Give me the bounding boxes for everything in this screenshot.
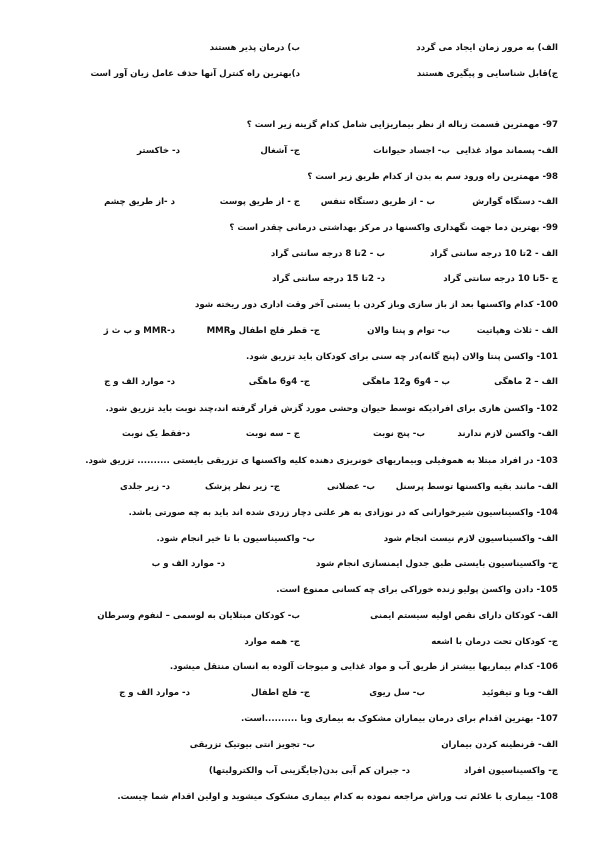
option-alef: الف- پسماند مواد غذایی [456,146,558,156]
question-text: 103- در افراد مبتلا به هموفیلی وبیماریهای خونریزی دهنده کلیه واکسنها ی تزریقی بایستی .......... تزریق شود. [85,456,558,466]
option-alef: الف- مانند بقیه واکسنها توسط پرسنل [395,482,558,492]
option-jim: ج- قطر فلج اطفال وMMR [206,326,320,336]
option-be: ب- اجساد حیوانات [373,146,450,156]
option-be: ب - 2تا 8 درجه سانتی گراد [270,249,385,259]
option-alef: الف - 2تا 10 درجه سانتی گراد [430,249,558,259]
option-jim: ج - از طریق پوست [219,197,300,207]
option-dal: د -از طریق چشم [104,197,175,207]
option-be: ب- تجویز انتی بیوتیک تزریقی [189,740,315,750]
option-dal: د- 2تا 15 درجه سانتی گراد [272,274,385,284]
option-dal: د- موارد الف و ب [151,559,225,569]
option-dal: د- زیر جلدی [119,482,170,492]
option-dal: ج- همه موارد [244,637,300,647]
option-alef: الف- واکسن لازم ندارند [457,429,558,439]
option-alef: الف- وبا و تیفوئید [481,688,558,698]
option-jim: ج – سه نوبت [245,429,300,439]
question-text: 100- کدام واکسنها بعد از باز سازی وباز کردن با یستی آخر وقت اداری دور ریخته شود [194,300,558,310]
option-be: ب- پنج نوبت [372,429,425,439]
option-jim: ج- واکسیناسیون بایستی طبق جدول ایمنسازی انجام شود [316,559,558,569]
option-dal: د-MMR و ب ث ژ [103,326,175,336]
question-text: 107- بهترین اقدام برای درمان بیماران مشکوک به بیماری وبا ..........است. [241,714,558,724]
option-alef: الف- دستگاه گوارش [472,197,558,207]
option-jim: ج- آشغال [260,146,300,156]
option-alef: الف - ثلاث وهپاتیت [476,326,558,336]
option-jim: ج- کودکان تحت درمان با اشعه [431,637,558,647]
option-jim: ج- واکسیناسیون افراد [464,766,558,776]
option-dal: د- موارد الف و ج [104,377,175,387]
option-be: ب- واکسیناسیون با تا خیر انجام شود. [156,534,315,544]
option-be: ب- عضلانی [327,482,375,492]
option-dal: د-فقط یک نوبت [122,429,190,439]
option-jim: ج- 4و6 ماهگی [248,377,310,387]
question-text: 99- بهترین دما جهت نگهداری واکسنها در مرکز بهداشتی درمانی چقدر است ؟ [229,223,558,233]
question-text: 102- واکسن هاری برای افرادیکه توسط حیوان وحشی مورد گزش قرار گرفته اند،چند نوبت باید تزریق شود. [105,404,558,414]
top-option-dal: د)بهترین راه کنترل آنها حذف عامل زیان آور است [90,69,300,79]
option-alef: الف- کودکان دارای نقص اولیه سیستم ایمنی [370,611,558,621]
option-alef: الف- واکسیناسیون لازم نیست انجام شود [383,534,558,544]
option-jim: ج- فلج اطفال [251,688,310,698]
option-dal: د- خاکستر [137,146,180,156]
question-text: 105- دادن واکسن پولیو زنده خوراکی برای چه کسانی ممنوع است. [276,585,558,595]
option-be: ب- توام و پنتا والان [367,326,450,336]
option-dal: د- جبران کم آبی بدن(جایگزینی آب والکترولیتها) [208,766,410,776]
option-be: ب – 4و6 و12 ماهگی [362,377,450,387]
question-text: 101- واکسن پنتا والان (پنج گانه)در چه سنی برای کودکان باید تزریق شود. [246,352,558,362]
top-option-alef: الف) به مرور زمان ایجاد می گردد [416,43,558,53]
question-text: 108- بیماری با علائم تب وراش مراجعه نموده به کدام بیماری مشکوک میشوید و اولین اقدام شما چیست. [117,792,558,802]
option-be: ب- کودکان مبتلایان به لوسمی – لنفوم وسرطان [97,611,300,621]
question-text: 98- مهمترین راه ورود سم به بدن از کدام طریق زیر است ؟ [307,172,558,182]
question-text: 104- واکسیناسیون شیرخوارانی که در نوزادی به هر علتی دچار زردی شده اند باید به چه صورتی باشد. [128,508,558,518]
option-be: ب - از طریق دستگاه تنفس [320,197,435,207]
option-alef: الف – 2 ماهگی [494,377,558,387]
option-jim: ج- زیر نظر پزشک [204,482,280,492]
question-text: 97- مهمترین قسمت زباله از نظر بیماریزایی شامل کدام گزینه زیر است ؟ [246,120,558,130]
option-alef: الف- قرنطینه کردن بیماران [441,740,558,750]
option-jim: ج -5تا 10 درجه سانتی گراد [443,274,558,284]
question-text: 106- کدام بیماریها بیشتر از طریق آب و مواد غذایی و میوجات آلوده به انسان منتقل میشود. [169,662,558,672]
top-option-be: ب) درمان پذیر هستند [209,43,300,53]
top-option-jim: ج)قابل شناسایی و پیگیری هستند [416,69,558,79]
option-be: ب- سل ریوی [369,688,425,698]
option-dal: د- موارد الف و ج [119,688,190,698]
